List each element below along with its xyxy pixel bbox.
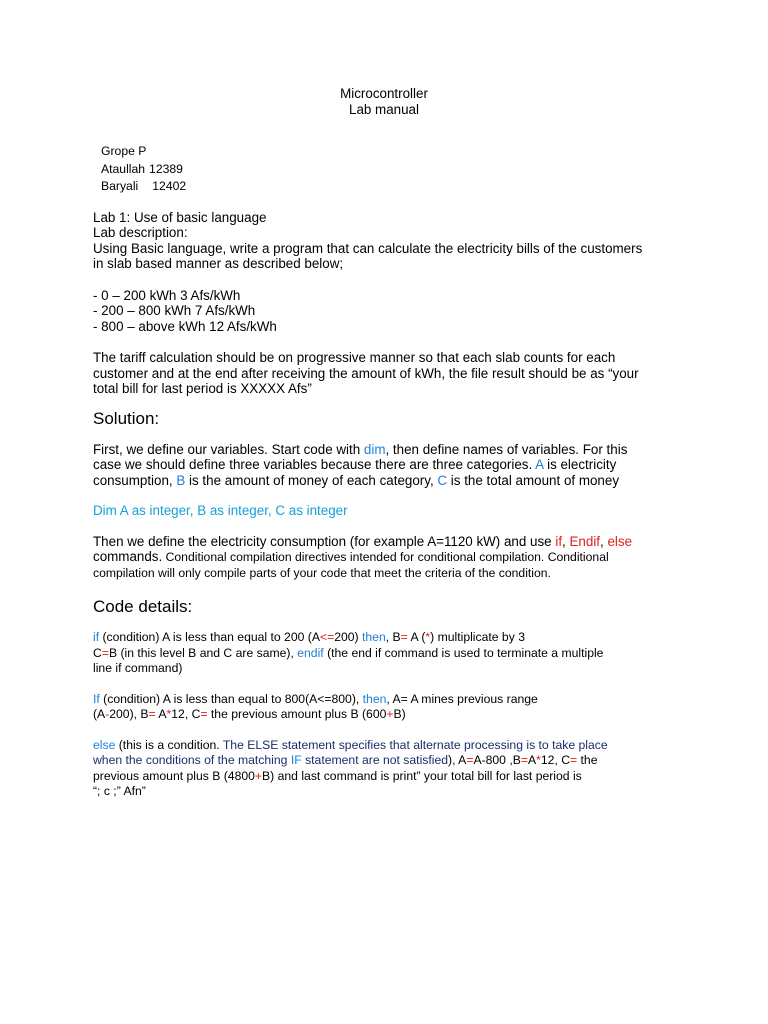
text: A-800 ,B [473, 753, 521, 768]
operator: = [101, 645, 109, 660]
operator: = [520, 753, 528, 768]
text: commands. [93, 549, 163, 565]
if-keyword: if [93, 630, 100, 645]
text: B (in this level B and C are same), [108, 645, 298, 660]
member-id: 12402 [152, 179, 187, 194]
operator: = [200, 707, 208, 722]
code-line [93, 738, 693, 754]
document-page [93, 86, 693, 800]
else-keyword: else [93, 737, 116, 752]
code-line [93, 707, 693, 723]
solution-paragraph [93, 442, 693, 458]
tariff-paragraph: The tariff calculation should be on progressive manner so that each slab counts for each [93, 350, 616, 366]
text: , [562, 533, 570, 549]
var-a: A [535, 457, 544, 473]
document-subtitle: Lab manual [349, 102, 419, 117]
operator: = [400, 630, 408, 645]
endif-keyword: endif [297, 645, 324, 660]
operator: * [536, 753, 541, 768]
solution-paragraph [93, 473, 693, 489]
code-line [93, 630, 693, 646]
text: A ( [407, 630, 426, 645]
var-c: C [437, 472, 448, 488]
dim-code-line: Dim A as integer, B as integer, C as integer [93, 503, 348, 519]
operator: * [166, 707, 172, 722]
text: (condition) A is less than equal to 800(A<=800), [99, 691, 363, 706]
tariff-paragraph: customer and at the end after receiving the amount of kWh, the file result should be as “your [93, 365, 639, 381]
endif-keyword: Endif [569, 533, 601, 549]
var-b: B [176, 472, 186, 488]
slab-item: - 800 – above kWh 12 Afs/kWh [93, 318, 277, 334]
group-name: Grope P [101, 144, 147, 158]
text: A [155, 707, 167, 722]
member-name: Baryali [101, 179, 139, 194]
lab-description-label: Lab description: [93, 225, 188, 241]
text: , A= A mines previous range [386, 691, 538, 706]
operator: + [386, 707, 394, 722]
text: (condition) A is less than equal to 200 (A [99, 630, 320, 645]
solution-paragraph: compilation will only compile parts of your code that meet the criteria of the condition. [93, 565, 551, 580]
operator: = [570, 753, 578, 768]
text: 200) [334, 630, 362, 645]
if-keyword: If [93, 691, 100, 706]
text: (A [93, 707, 106, 722]
text: B) [393, 707, 406, 722]
code-line [93, 692, 693, 708]
code-details-heading: Code details: [93, 597, 193, 617]
text: ) multiplicate by 3 [430, 630, 525, 645]
member-name: Ataullah [101, 161, 146, 176]
document-header [93, 86, 675, 118]
operator: * [425, 630, 431, 645]
code-line [93, 753, 693, 769]
text: when the conditions of the matching [93, 753, 291, 768]
slab-item: - 200 – 800 kWh 7 Afs/kWh [93, 303, 256, 319]
dim-keyword: dim [363, 441, 386, 457]
text: , B [385, 630, 401, 645]
lab-description: in slab based manner as described below; [93, 256, 344, 272]
solution-heading: Solution: [93, 408, 160, 428]
text: previous amount plus B (4800 [93, 768, 255, 783]
text: B) and last command is print” your total bill for last period is [262, 768, 582, 783]
tariff-paragraph: total bill for last period is XXXXX Afs” [93, 381, 312, 397]
text: 12, C [171, 707, 201, 722]
operator: = [148, 707, 156, 722]
text: the previous amount plus B (600 [207, 707, 387, 722]
lab-title: Lab 1: Use of basic language [93, 209, 267, 225]
operator: - [105, 707, 110, 722]
if-keyword: if [555, 533, 563, 549]
if-keyword: IF [290, 753, 302, 768]
solution-paragraph [93, 549, 693, 566]
slab-item: - 0 – 200 kWh 3 Afs/kWh [93, 287, 241, 303]
text: C [93, 645, 102, 660]
document-title: Microcontroller [340, 86, 428, 101]
text: (this is a condition. [115, 737, 223, 752]
text: A [528, 753, 537, 768]
text: ), A [448, 753, 467, 768]
text: statement are not satisfied [301, 753, 449, 768]
member-id: 12389 [149, 161, 183, 176]
text: First, we define our variables. Start code with [93, 441, 364, 457]
text: case we should define three variables because there are three categories. [93, 457, 536, 473]
text: is the total amount of money [447, 472, 620, 488]
code-line [93, 646, 693, 662]
text: is the amount of money of each category, [185, 472, 438, 488]
operator: = [466, 753, 474, 768]
text: Conditional compilation directives intended for conditional compilation. Conditional [162, 550, 609, 565]
group-info [101, 143, 693, 196]
operator: <= [319, 630, 335, 645]
group-member [101, 178, 693, 196]
then-keyword: then [362, 630, 386, 645]
solution-paragraph [93, 457, 693, 473]
code-line: line if command) [93, 661, 183, 676]
text: , then define names of variables. For this [385, 441, 628, 457]
text: is electricity [543, 457, 617, 473]
then-keyword: then [362, 691, 387, 706]
code-line: “; c ;” Afn” [93, 784, 146, 799]
lab-description: Using Basic language, write a program that can calculate the electricity bills of the customers [93, 240, 643, 256]
else-keyword: else [607, 533, 633, 549]
text: 200), B [109, 707, 149, 722]
text: (the end if command is used to terminate a multiple [323, 645, 604, 660]
text: 12, C [540, 753, 571, 768]
group-member [101, 161, 693, 179]
text: Then we define the electricity consumption (for example A=1120 kW) and use [93, 533, 556, 549]
text: The ELSE statement specifies that alternate processing is to take place [222, 737, 608, 752]
solution-paragraph [93, 534, 693, 550]
code-line [93, 769, 693, 785]
text: the [577, 753, 598, 768]
text: , [600, 533, 608, 549]
operator: + [254, 768, 263, 783]
text: consumption, [93, 472, 177, 488]
